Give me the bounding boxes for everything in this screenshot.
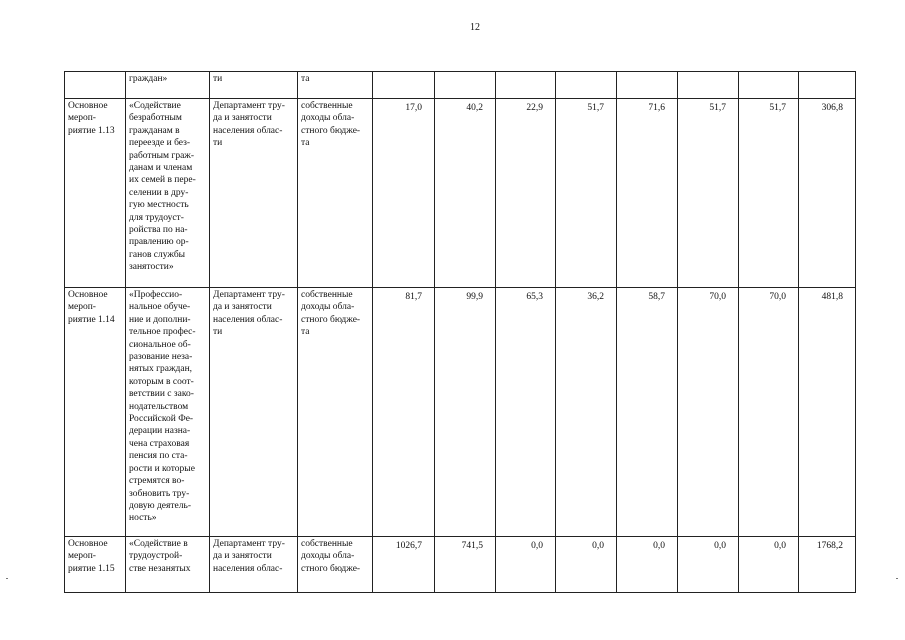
cell-value: 99,9 [435, 288, 496, 537]
page-number: 12 [470, 22, 480, 33]
cell-event: Основное мероп- риятие 1.15 [65, 537, 126, 593]
cell-value: 40,2 [435, 99, 496, 288]
cell-value: 70,0 [739, 288, 799, 537]
cell-value: 1026,7 [373, 537, 435, 593]
cell-description: «Содействие в трудоустрой- стве незанятых [126, 537, 210, 593]
cell-value: 51,7 [556, 99, 617, 288]
cell-source: собственные доходы обла- стного бюдже- та [298, 99, 373, 288]
cell-source: та [298, 72, 373, 99]
cell-value [556, 72, 617, 99]
cell-value: 0,0 [617, 537, 678, 593]
cell-value [678, 72, 739, 99]
cell-executor: Департамент тру- да и занятости населения облас- ти [210, 99, 298, 288]
cell-value: 741,5 [435, 537, 496, 593]
cell-value [496, 72, 556, 99]
cell-value: 81,7 [373, 288, 435, 537]
cell-value: 22,9 [496, 99, 556, 288]
cell-description: «Профессио- нальное обуче- ние и дополни- тельное профес- сиональное об- разование неза- нятых граждан, которым в соот- ветствии с зако- нодательством Российской Фе- дерации назна- чена страховая пенсия по ста- рости и которые стремятся во- зобновить тру- довую деятель- ность» [126, 288, 210, 537]
cell-event: Основное мероп- риятие 1.13 [65, 99, 126, 288]
cell-executor: Департамент тру- да и занятости населения облас- [210, 537, 298, 593]
cell-value: 0,0 [739, 537, 799, 593]
continuation-row [65, 72, 856, 99]
cell-value: 65,3 [496, 288, 556, 537]
cell-value: 17,0 [373, 99, 435, 288]
cell-value [617, 72, 678, 99]
budget-table [64, 71, 856, 593]
cell-source: собственные доходы обла- стного бюдже- [298, 537, 373, 593]
cell-description: «Содействие безработным гражданам в переезде и без- работным граж- данам и членам их семей в пере- селении в дру- гую местность для трудоуст- ройства по на- правлению ор- ганов службы занятости» [126, 99, 210, 288]
cell-executor: Департамент тру- да и занятости населения облас- ти [210, 288, 298, 537]
cell-value: 58,7 [617, 288, 678, 537]
cell-total: 1768,2 [799, 537, 856, 593]
table-row [65, 537, 856, 593]
cell-total [799, 72, 856, 99]
scan-mark-left [6, 578, 8, 579]
cell-description: граждан» [126, 72, 210, 99]
cell-value [373, 72, 435, 99]
cell-value: 0,0 [678, 537, 739, 593]
cell-value: 0,0 [496, 537, 556, 593]
cell-value: 0,0 [556, 537, 617, 593]
cell-value [435, 72, 496, 99]
cell-event [65, 72, 126, 99]
cell-value: 36,2 [556, 288, 617, 537]
cell-value: 71,6 [617, 99, 678, 288]
scan-mark-right [896, 578, 898, 579]
cell-source: собственные доходы обла- стного бюдже- та [298, 288, 373, 537]
cell-total: 306,8 [799, 99, 856, 288]
cell-executor: ти [210, 72, 298, 99]
cell-value [739, 72, 799, 99]
cell-total: 481,8 [799, 288, 856, 537]
cell-event: Основное мероп- риятие 1.14 [65, 288, 126, 537]
cell-value: 70,0 [678, 288, 739, 537]
table-row [65, 99, 856, 288]
table-row [65, 288, 856, 537]
cell-value: 51,7 [739, 99, 799, 288]
cell-value: 51,7 [678, 99, 739, 288]
